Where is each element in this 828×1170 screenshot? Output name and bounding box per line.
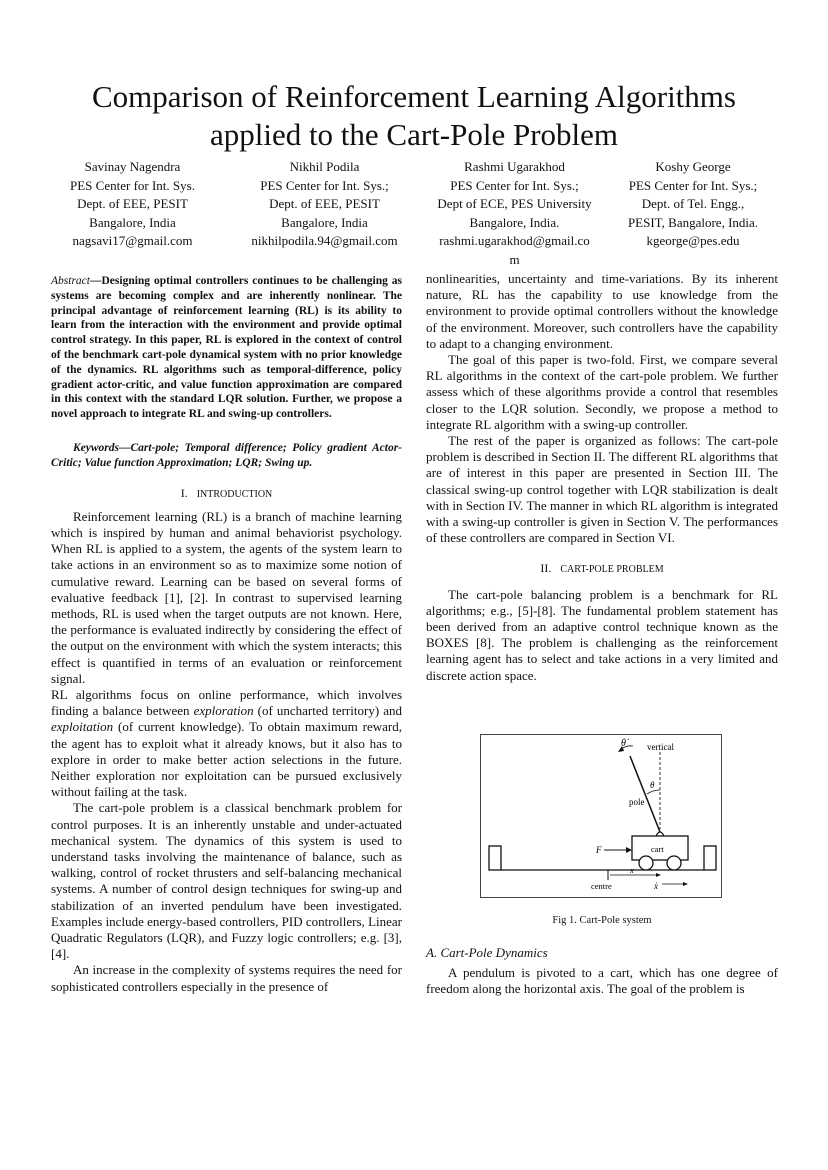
author-name: Koshy George [655, 159, 731, 174]
cart-wheel-right [667, 856, 681, 870]
author-location: PESIT, Bangalore, India. [627, 214, 759, 230]
text-run: (of current knowledge). To obtain maximum reward, the agent has to exploit what it already knows, but it also has to explore in order to make better action selections in the future. Neither exploration nor exploitation can be pursued exclusively without failing at the task. [51, 719, 402, 800]
author-email-continued[interactable]: m [509, 251, 520, 267]
cart-pole-figure [480, 734, 722, 898]
author-location: Bangalore, India. [469, 214, 560, 230]
theta-label: θ [650, 780, 655, 790]
section-number: I. [180, 485, 188, 500]
section-heading-cart-pole [426, 560, 778, 578]
abstract-text: —Designing optimal controllers continues to be challenging as systems are becoming complex and are inherently nonlinear. The principal advantage of reinforcement learning (RL) is its ability to learn from the interaction with the environment and provide optimal control strategy. In this paper, RL is explored in the context of control of the benchmark cart-pole dynamical system with no prior knowledge of the dynamics. RL algorithms such as temporal-difference, policy gradient actor-critic, and value function approximation are compared in this context with the standard LQR solution. Further, we propose a novel approach to integrate RL and swing-up controllers. [51, 275, 402, 421]
subsection-heading: A. Cart-Pole Dynamics [426, 945, 548, 960]
author-block-4 [604, 158, 782, 251]
section-title: INTRODUCTION [196, 488, 273, 500]
x-dot-label: ẋ [654, 881, 658, 891]
author-email[interactable]: rashmi.ugarakhod@gmail.co [439, 233, 590, 249]
theta-arc [647, 790, 660, 794]
left-column [51, 274, 402, 995]
subsection-paragraph-1: A pendulum is pivoted to a cart, which has one degree of freedom along the horizontal axis. The goal of the problem is [426, 965, 778, 997]
force-label: F [596, 845, 602, 855]
pole-label: pole [629, 797, 645, 807]
intro-paragraph-3: The cart-pole problem is a classical benchmark problem for control purposes. It is an inherently unstable and under-actuated mechanical system. The dynamics of this system is used to understand tasks involving the maintenance of balance, such as walking, control of rocket thrusters and self-balancing mechanical systems. A number of control design techniques for swing-up and stabilization of an inverted pendulum have been investigated. Examples include energy-based controllers, PID controllers, Linear Quadratic Regulators (LQR), and Fuzzy logic controllers; e.g. [3], [4]. [51, 800, 402, 962]
centre-label: centre [591, 881, 612, 891]
author-email[interactable]: nagsavi17@gmail.com [72, 233, 193, 249]
author-email[interactable]: kgeorge@pes.edu [646, 233, 740, 249]
text-run: RL algorithms focus on online performance, which involves finding a balance between [51, 687, 402, 719]
right-paragraph-1: nonlinearities, uncertainty and time-variations. By its inherent nature, RL has the capability to use knowledge from the environment to provide optimal controllers without the knowledge of the environment. Moreover, such controllers have the capability to adapt to a changing environment. [426, 271, 778, 351]
text-run: (of uncharted territory) and [253, 703, 402, 719]
intro-paragraph-4: An increase in the complexity of systems requires the need for sophisticated controllers especially in the presence of [51, 962, 402, 994]
author-name: Savinay Nagendra [84, 159, 181, 174]
figure-frame [481, 735, 722, 898]
title-line-2: applied to the Cart-Pole Problem [209, 117, 619, 152]
arrowhead [683, 882, 688, 886]
author-block-3 [417, 158, 612, 270]
author-department: Dept. of EEE, PESIT [77, 196, 188, 212]
author-name: Nikhil Podila [289, 159, 360, 174]
author-affiliation: PES Center for Int. Sys. [70, 177, 195, 193]
emphasis-exploration: exploration [193, 703, 254, 719]
x-label: x [630, 865, 634, 875]
left-wall [489, 846, 501, 870]
pole [630, 756, 660, 832]
right-paragraph-2: The goal of this paper is two-fold. First, we compare several RL algorithms in the context of the cart-pole problem. We further assess which of these algorithms provide a control that resembles closer to the LQR solution. Secondly, we propose a method to integrate RL algorithm with a swing-up controller. [426, 352, 778, 432]
author-name: Rashmi Ugarakhod [464, 159, 565, 174]
abstract [51, 274, 402, 422]
emphasis-exploitation: exploitation [51, 719, 114, 735]
right-column [426, 271, 778, 684]
keywords: Keywords—Cart-pole; Temporal difference; Policy gradient Actor-Critic; Value function Approximation; LQR; Swing up. [51, 441, 402, 469]
author-location: Bangalore, India [281, 214, 368, 230]
arrowhead [626, 847, 632, 853]
paper-title [0, 78, 828, 154]
author-email[interactable]: nikhilpodila.94@gmail.com [251, 233, 398, 249]
vertical-label: vertical [647, 742, 674, 752]
author-affiliation: PES Center for Int. Sys.; [450, 177, 579, 193]
theta-dot-label: θ̇ [621, 738, 626, 749]
author-block-2 [232, 158, 417, 251]
cart-wheel-left [639, 856, 653, 870]
author-block-1 [40, 158, 225, 251]
author-department: Dept of ECE, PES University [437, 196, 592, 212]
author-department: Dept. of EEE, PESIT [269, 196, 380, 212]
arrowhead [656, 873, 661, 877]
intro-paragraph-1: Reinforcement learning (RL) is a branch of machine learning which is inspired by human and animal behaviorist psychology. When RL is applied to a system, the agents of the system learn to take actions in an environment so as to maximize some notion of cumulative reward. Learning can be based on several forms of evaluative feedback [1], [2]. In contrast to supervised learning methods, RL is used when the target outputs are not known. Here, the performance is evaluated indirectly by considering the effect of the output on the environment with which the system interacts; this effect is quantified in terms of an evaluation or reinforcement signal. [51, 508, 402, 686]
right-column-bottom [426, 945, 778, 998]
section-number: II. [540, 561, 552, 576]
author-affiliation: PES Center for Int. Sys.; [628, 177, 758, 193]
title-line-1: Comparison of Reinforcement Learning Algorithms [92, 79, 736, 114]
section-heading-introduction [51, 485, 402, 503]
figure-caption: Fig 1. Cart-Pole system [552, 915, 652, 926]
author-location: Bangalore, India [89, 214, 176, 230]
author-department: Dept. of Tel. Engg., [641, 196, 745, 212]
right-paragraph-3: The rest of the paper is organized as follows: The cart-pole problem is described in Section II. The different RL algorithms that are of interest in this paper are presented in Section III. The classical swing-up control together with LQR stabilization is dealt with in Section IV. The manner in which RL algorithm is integrated with a swing-up controller is given in Section V. The performances of these controllers are compared in Section VI. [426, 433, 778, 546]
section-title: CART-POLE PROBLEM [560, 564, 664, 576]
intro-paragraph-2 [51, 687, 402, 800]
author-affiliation: PES Center for Int. Sys.; [260, 177, 389, 193]
right-wall [704, 846, 716, 870]
abstract-label: Abstract [51, 275, 90, 287]
cart-label: cart [651, 844, 664, 854]
section2-paragraph-1: The cart-pole balancing problem is a benchmark for RL algorithms; e.g., [5]-[8]. The fundamental problem statement has been derived from an adaptive control technique known as the BOXES [8]. The problem is challenging as the reinforcement learning agent has to select and take actions in a very limited and discrete action space. [426, 586, 778, 683]
